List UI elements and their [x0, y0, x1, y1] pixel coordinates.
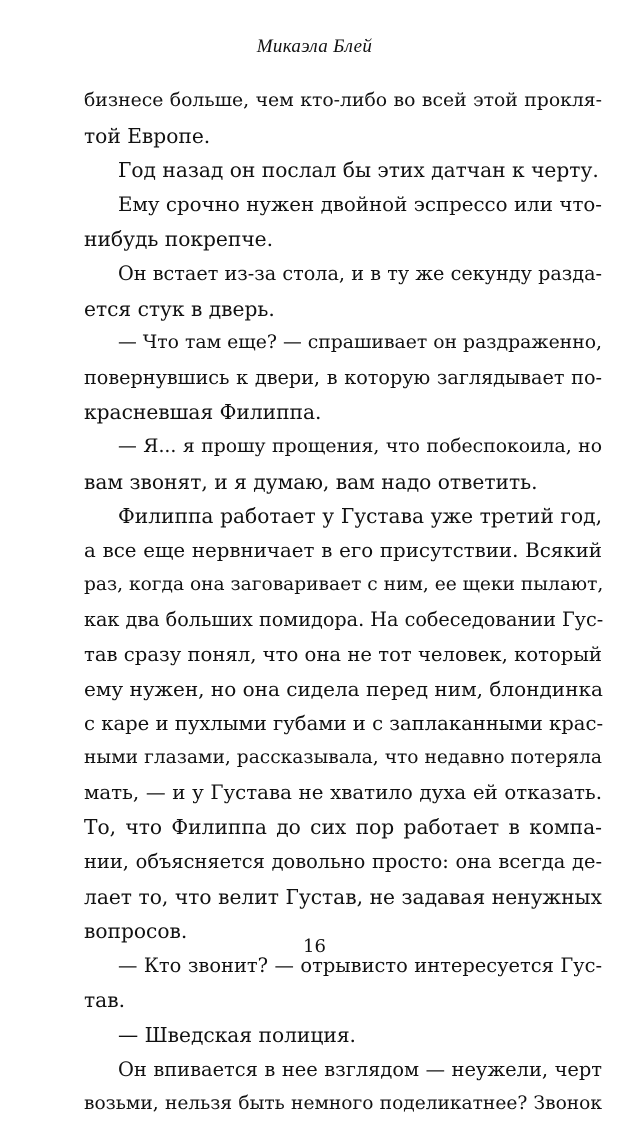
page-number: 16 [303, 936, 326, 957]
text-line: вопросов. [84, 919, 188, 944]
text-line: Ему срочно нужен двойной эспрессо или что- [118, 192, 602, 216]
text-line: ему нужен, но она сидела перед ним, блондинка [84, 677, 603, 702]
running-header: Микаэла Блей [256, 36, 373, 57]
text-line: раз, когда она заговаривает с ним, ее щеки пылают, [84, 574, 604, 596]
body-text [84, 84, 602, 1122]
text-line: ется стук в дверь. [84, 296, 275, 321]
text-line: — Шведская полиция. [118, 1023, 356, 1048]
text-line: тав. [84, 988, 125, 1013]
text-line: То, что Филиппа до сих пор работает в компа- [84, 815, 602, 840]
text-line: мать, — и у Густава не хватило духа ей отказать. [84, 780, 602, 804]
text-line: бизнесе больше, чем кто-либо во всей этой прокля- [84, 90, 602, 111]
text-line: — Что там еще? — спрашивает он раздраженно, [118, 332, 602, 354]
text-line: — Кто звонит? — отрывисто интересуется Гус- [118, 953, 602, 977]
text-line: — Я... я прошу прощения, что побеспокоила, но [118, 435, 602, 457]
text-line: красневшая Филиппа. [84, 400, 322, 425]
text-line: Он впивается в нее взглядом — неужели, черт [118, 1057, 602, 1081]
text-line: возьми, нельзя быть немного поделикатнее? Звонок [84, 1093, 602, 1115]
text-line: ными глазами, рассказывала, что недавно потеряла [84, 747, 602, 769]
text-line: тав сразу понял, что она не тот человек, который [84, 642, 602, 666]
text-line: нибудь покрепче. [84, 227, 274, 252]
text-line: а все еще нервничает в его присутствии. Всякий [84, 538, 602, 562]
text-line: вам звонят, и я думаю, вам надо ответить. [84, 469, 538, 494]
text-line: Год назад он послал бы этих датчан к черту. [118, 158, 599, 183]
text-line: Филиппа работает у Густава уже третий год, [118, 504, 602, 529]
text-line: как два больших помидора. На собеседовании Гус- [84, 607, 604, 631]
text-line: лает то, что велит Густав, не задавая ненужных [84, 884, 602, 909]
text-line: той Европе. [84, 123, 211, 148]
text-line: Он встает из-за стола, и в ту же секунду разда- [118, 261, 602, 285]
text-line: с каре и пухлыми губами и с заплаканными крас- [84, 711, 604, 735]
text-line: повернувшись к двери, в которую заглядывает по- [84, 365, 602, 389]
text-line: нии, объясняется довольно просто: она всегда де- [84, 850, 602, 874]
